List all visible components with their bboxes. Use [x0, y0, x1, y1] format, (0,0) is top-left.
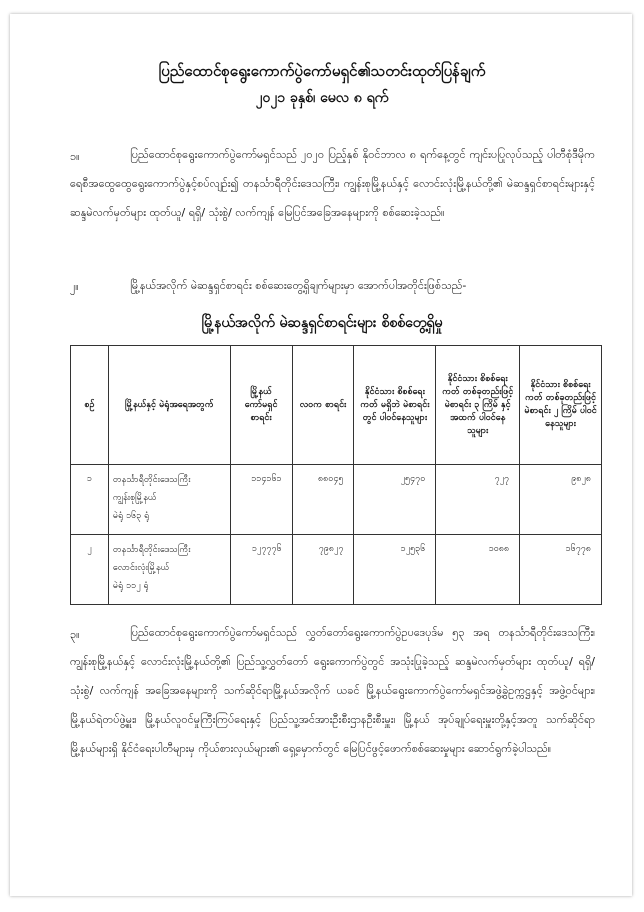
paragraph-number: ၃။ [70, 628, 80, 641]
paragraph-1: ပြည်ထောင်စုရွေးကောက်ပွဲကော်မရှင်သည် ၂၀၂၀ ပြည့်နှစ် နိုဝင်ဘာလ ၈ ရက်နေ့တွင် ကျင်းပပြုလုပ်သည့် ပါတီစုံဒီမိုကရေစီအထွေထွေရွေးကောက်ပွဲနှင့်စပ်လျဉ်း၍ တနင်္သာရီတိုင်းဒေသကြီး၊ ကျွန်းစုမြို့နယ်နှင့် လောင်းလုံးမြို့နယ်တို့၏ မဲဆန္ဒရှင်စာရင်းများနှင့် ဆန္ဒမဲလက်မှတ်များ ထုတ်ယူ/ ရရှိ/ သုံးစွဲ/ လက်ကျန် မြေပြင်အခြေအနေများကို စစ်ဆေးခဲ့သည်။ [70, 148, 595, 219]
cell-no-card: ၂၅၄၇၀ [354, 465, 436, 535]
table-title: မြို့နယ်အလိုက် မဲဆန္ဒရှင်စာရင်းများ စိစစ်တွေ့ရှိမှု [201, 315, 443, 331]
header-no-card: နိုင်ငံသား စိစစ်ရေးကတ် မရှိဘဲ မဲစာရင်းတွင် ပါဝင်နေသူများ [354, 346, 436, 465]
township-name: ကျွန်းစုမြို့နယ် [112, 493, 157, 503]
cell-commission: ၁၁၄၁၆၁ [230, 465, 292, 535]
table-row [71, 535, 602, 605]
header-commission: မြို့နယ် ကော်မရှင် စာရင်း [230, 346, 292, 465]
polling-stations: မဲရုံ ၁၆၃ ရုံ [112, 511, 150, 521]
paragraph-number: ၂။ [70, 280, 79, 293]
header-no: စဉ် [71, 346, 109, 465]
cell-immigration: ၈၈၀၄၅ [292, 465, 354, 535]
cell-no: ၂ [71, 535, 109, 605]
township-region: တနင်္သာရီတိုင်းဒေသကြီး [112, 475, 191, 485]
cell-no-card: ၁၂၅၃၆ [354, 535, 436, 605]
cell-no: ၁ [71, 465, 109, 535]
paragraph-3: ပြည်ထောင်စုရွေးကောက်ပွဲကော်မရှင်သည် လွှတ်တော်ရွေးကောက်ပွဲဥပဒေပုဒ်မ ၅၃ အရ တနင်္သာရီတိုင်းဒေသကြီး၊ ကျွန်းစုမြို့နယ်နှင့် လောင်းလုံးမြို့နယ်တို့၏ ပြည်သူ့လွှတ်တော် ရွေးကောက်ပွဲတွင် အသုံးပြုခဲ့သည့် ဆန္ဒမဲလက်မှတ်များ ထုတ်ယူ/ ရရှိ/ သုံးစွဲ/ လက်ကျန် အခြေအနေများကို သက်ဆိုင်ရာမြို့နယ်အလိုက် ယခင် မြို့နယ်ရွေးကောက်ပွဲကော်မရှင်အဖွဲ့ခွဲဥက္ကဋ္ဌနှင့် အဖွဲ့ဝင်များ၊ မြို့နယ်ရဲတပ်ဖွဲ့မှူး၊ မြို့နယ်လူဝင်မှုကြီးကြပ်ရေးနှင့် ပြည်သူ့အင်အားဦးစီးဌာနဦးစီးမှူး၊ မြို့နယ် အုပ်ချုပ်ရေးမှူးတို့နှင့်အတူ သက်ဆိုင်ရာ မြို့နယ်များရှိ နိုင်ငံရေးပါတီများမှ ကိုယ်စားလှယ်များ၏ ရှေ့မှောက်တွင် မြေပြင်ဖွင့်ဖောက်စစ်ဆေးမှုများ ဆောင်ရွက်ခဲ့ပါသည်။ [70, 626, 595, 755]
document-title: ပြည်ထောင်စုရွေးကောက်ပွဲကော်မရှင်၏သတင်းထုတ်ပြန်ချက် [158, 62, 486, 80]
cell-three-times: ၇၂၇ [436, 465, 520, 535]
cell-two-times: ၉၈၂၈ [520, 465, 602, 535]
cell-township [108, 465, 230, 535]
document-date: ၂၀၂၁ ခုနှစ်၊ မေလ ၈ ရက် [255, 90, 389, 106]
table-header-row [71, 346, 602, 465]
header-two-times: နိုင်ငံသား စိစစ်ရေးကတ် တစ်ခုတည်းဖြင့် မဲစာရင်း ၂ ကြိမ် ပါဝင်နေသူများ [520, 346, 602, 465]
polling-stations: မဲရုံ ၁၁၂ ရုံ [112, 581, 149, 591]
header-township: မြို့နယ်နှင့် မဲရုံအရေအတွက် [108, 346, 230, 465]
paragraph-number: ၁။ [70, 150, 80, 163]
township-name: လောင်းလုံးမြို့နယ် [112, 563, 170, 573]
header-immigration: လဝက စာရင်း [292, 346, 354, 465]
cell-immigration: ၇၉၈၂၇ [292, 535, 354, 605]
cell-three-times: ၁၀၈၈ [436, 535, 520, 605]
paragraph-2: မြို့နယ်အလိုက် မဲဆန္ဒရှင်စာရင်း စစ်ဆေးတွေ့ရှိချက်များမှာ အောက်ပါအတိုင်းဖြစ်သည်- [130, 279, 467, 292]
header-three-times: နိုင်ငံသား စိစစ်ရေးကတ် တစ်ခုတည်းဖြင့် မဲစာရင်း ၃ ကြိမ် နှင့် အထက် ပါဝင်နေသူများ [436, 346, 520, 465]
cell-township [108, 535, 230, 605]
township-region: တနင်္သာရီတိုင်းဒေသကြီး [112, 545, 191, 555]
table-row [71, 465, 602, 535]
cell-two-times: ၁၆၇၇၈ [520, 535, 602, 605]
voter-list-table [70, 345, 602, 605]
cell-commission: ၁၂၇၇၇၆ [230, 535, 292, 605]
